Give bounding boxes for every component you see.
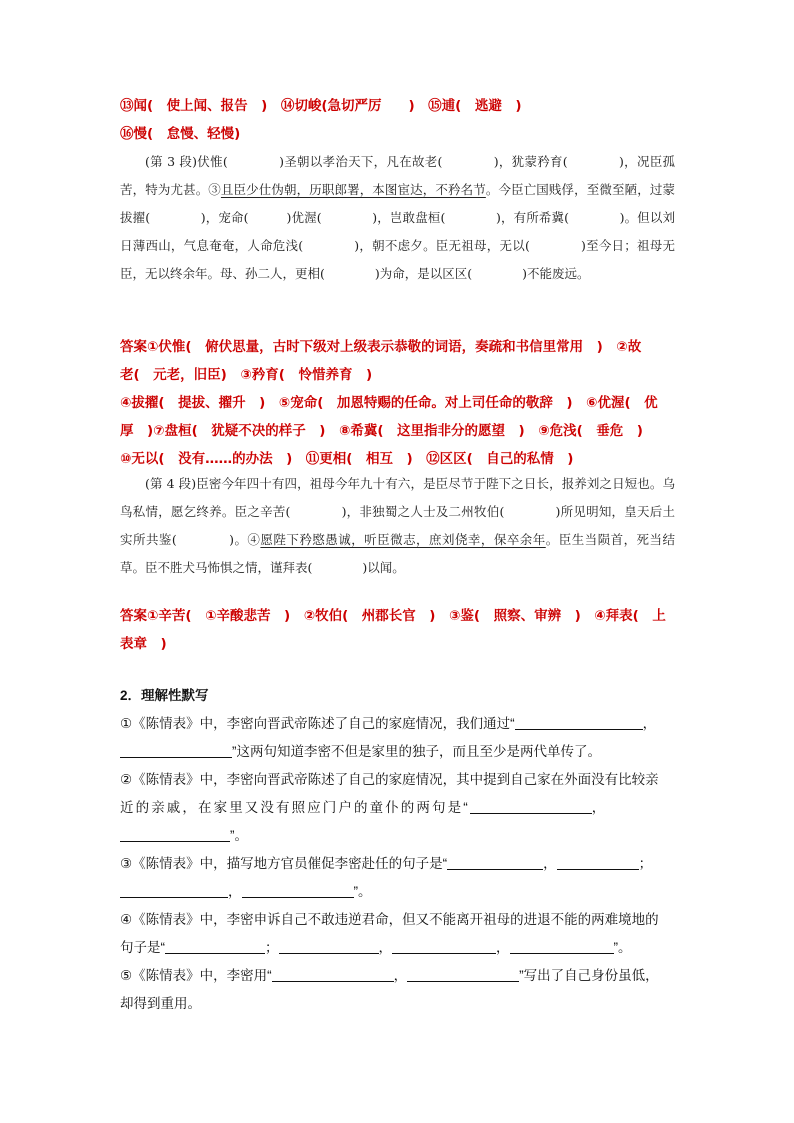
- question-text: 句子是“: [120, 940, 165, 955]
- question-text: ”这两句知道李密不但是家里的独子，而且至少是两代单传了。: [232, 744, 601, 759]
- question-3-cont: [120, 878, 675, 906]
- punct: ；: [638, 856, 653, 871]
- answer-line: ④拔擢( 提拔、擢升 ) ⑤宠命( 加恩特赐的任命。对上司任命的敬辞 ) ⑥优渥( 优: [120, 395, 658, 411]
- answer-blank[interactable]: [242, 881, 354, 898]
- question-text: ③《陈情表》中，描写地方官员催促李密赴任的句子是“: [120, 856, 448, 871]
- question-text: ⑤《陈情表》中，李密用“: [120, 968, 272, 983]
- punct: ，: [228, 884, 242, 899]
- answer-blank[interactable]: [515, 713, 643, 730]
- question-text: 却得到重用。: [120, 996, 201, 1011]
- vocab-line: ⑬闻( 使上闻、报告 ) ⑭切峻(急切严厉 ) ⑮逋( 逃避 ): [120, 98, 522, 114]
- passage-segment: (第 4 段)臣密今年四十有四，祖母今年九十有六，是臣尽节于陛下之日长，报养刘之日短也。乌鸟私情，愿乞终养。臣之辛苦( )，非独蜀之人士及二州牧伯( )所见明知，皇天后土实所共鉴( )。④: [120, 476, 675, 547]
- answer-blank[interactable]: [165, 937, 265, 954]
- question-2-end: [120, 822, 675, 850]
- answer-blank[interactable]: [120, 881, 228, 898]
- answer-block-4: [120, 602, 675, 658]
- passage-paragraph-4: [120, 470, 675, 582]
- question-5: [120, 962, 675, 990]
- question-text: ①《陈情表》中，李密向晋武帝陈述了自己的家庭情况，我们通过“: [120, 716, 515, 731]
- question-text: ”。: [230, 828, 248, 843]
- answer-line: ⑩无以( 没有……的办法 ) ⑪更相( 相互 ) ⑫区区( 自己的私情 ): [120, 451, 574, 467]
- answer-blank[interactable]: [447, 853, 543, 870]
- question-text: ”写出了自己身份虽低，: [519, 968, 659, 983]
- answer-blank[interactable]: [392, 937, 496, 954]
- answer-blank[interactable]: [120, 741, 232, 758]
- question-text: ”。: [613, 940, 632, 955]
- answer-line: 答案①辛苦( ①辛酸悲苦 ) ②牧伯( 州郡长官 ) ③鉴( 照察、审辨 ) ④拜表( 上: [120, 608, 666, 624]
- punct: ，: [393, 968, 408, 983]
- punct: ，: [543, 856, 557, 871]
- answer-blank[interactable]: [557, 853, 639, 870]
- question-text: ④《陈情表》中，李密申诉自己不敢违逆君命，但又不能离开祖母的进退不能的两难境地的: [120, 912, 659, 927]
- question-1-cont: [120, 738, 675, 766]
- punct: ，: [642, 716, 657, 731]
- passage-text: [120, 470, 675, 582]
- passage-text: [120, 148, 675, 288]
- section-comprehension-dictation: [120, 682, 675, 1018]
- punct: ，: [378, 940, 392, 955]
- question-text: 近的亲戚，在家里又没有照应门户的童仆的两句是“: [120, 800, 470, 815]
- vocab-answers-13-16: [120, 92, 675, 148]
- question-3: [120, 850, 675, 878]
- answer-blank[interactable]: [510, 937, 614, 954]
- passage-paragraph-3: [120, 148, 675, 288]
- punct: ，: [496, 940, 510, 955]
- answer-block-3: [120, 333, 675, 473]
- passage-segment: 。今臣亡国贱俘，至微至陋，过蒙拔擢( )，宠命( )优渥( )，岂敢盘桓( )，有所希冀( )。但以刘日薄西山，气息奄奄，人命危浅( )，朝不虑夕。臣无祖母，无以( )至今日；祖母无臣，无以终余年。母、孙二人，更相( )为命，是以区区( )不能废远。: [120, 182, 675, 281]
- answer-blank[interactable]: [407, 965, 519, 982]
- question-text: ②《陈情表》中，李密向晋武帝陈述了自己的家庭情况，其中提到自己家在外面没有比较亲: [120, 772, 659, 787]
- answer-blank[interactable]: [120, 825, 230, 842]
- underlined-sentence: 愿陛下矜愍愚诚，听臣微志，庶刘侥幸，保卒余年: [260, 532, 546, 547]
- answer-blank[interactable]: [272, 965, 394, 982]
- question-4-cont: [120, 934, 675, 962]
- answer-blank[interactable]: [279, 937, 379, 954]
- punct: ；: [265, 940, 279, 955]
- punct: ，: [591, 800, 608, 815]
- underlined-sentence: 且臣少仕伪朝，历职郎署，本图宦达，不矜名节: [220, 182, 486, 197]
- answer-line: 老( 元老，旧臣) ③矜育( 怜惜养育 ): [120, 367, 373, 383]
- question-1: [120, 710, 675, 738]
- answer-line: 厚 )⑦盘桓( 犹疑不决的样子 ) ⑧希冀( 这里指非分的愿望 ) ⑨危浅( 垂危 ): [120, 423, 643, 439]
- answer-blank[interactable]: [470, 797, 592, 814]
- vocab-line: ⑯慢( 怠慢、轻慢): [120, 126, 241, 142]
- passage-segment: 。臣生当陨首，死当结草。臣不胜犬马怖惧之情，谨拜表( )以闻。: [120, 532, 675, 575]
- question-5-cont: [120, 990, 675, 1018]
- section-title: 2．理解性默写: [120, 688, 209, 703]
- question-2: [120, 766, 675, 794]
- question-text: ”。: [353, 884, 372, 899]
- question-2-cont: [120, 794, 675, 822]
- question-4: [120, 906, 675, 934]
- answer-line: 答案①伏惟( 俯伏思量，古时下级对上级表示恭敬的词语，奏疏和书信里常用 ) ②故: [120, 339, 642, 355]
- answer-line: 表章 ): [120, 636, 167, 652]
- passage-segment: (第 3 段)伏惟( )圣朝以孝治天下，凡在故老( )，犹蒙矜育( )，况臣孤苦，特为尤甚。③: [120, 154, 675, 197]
